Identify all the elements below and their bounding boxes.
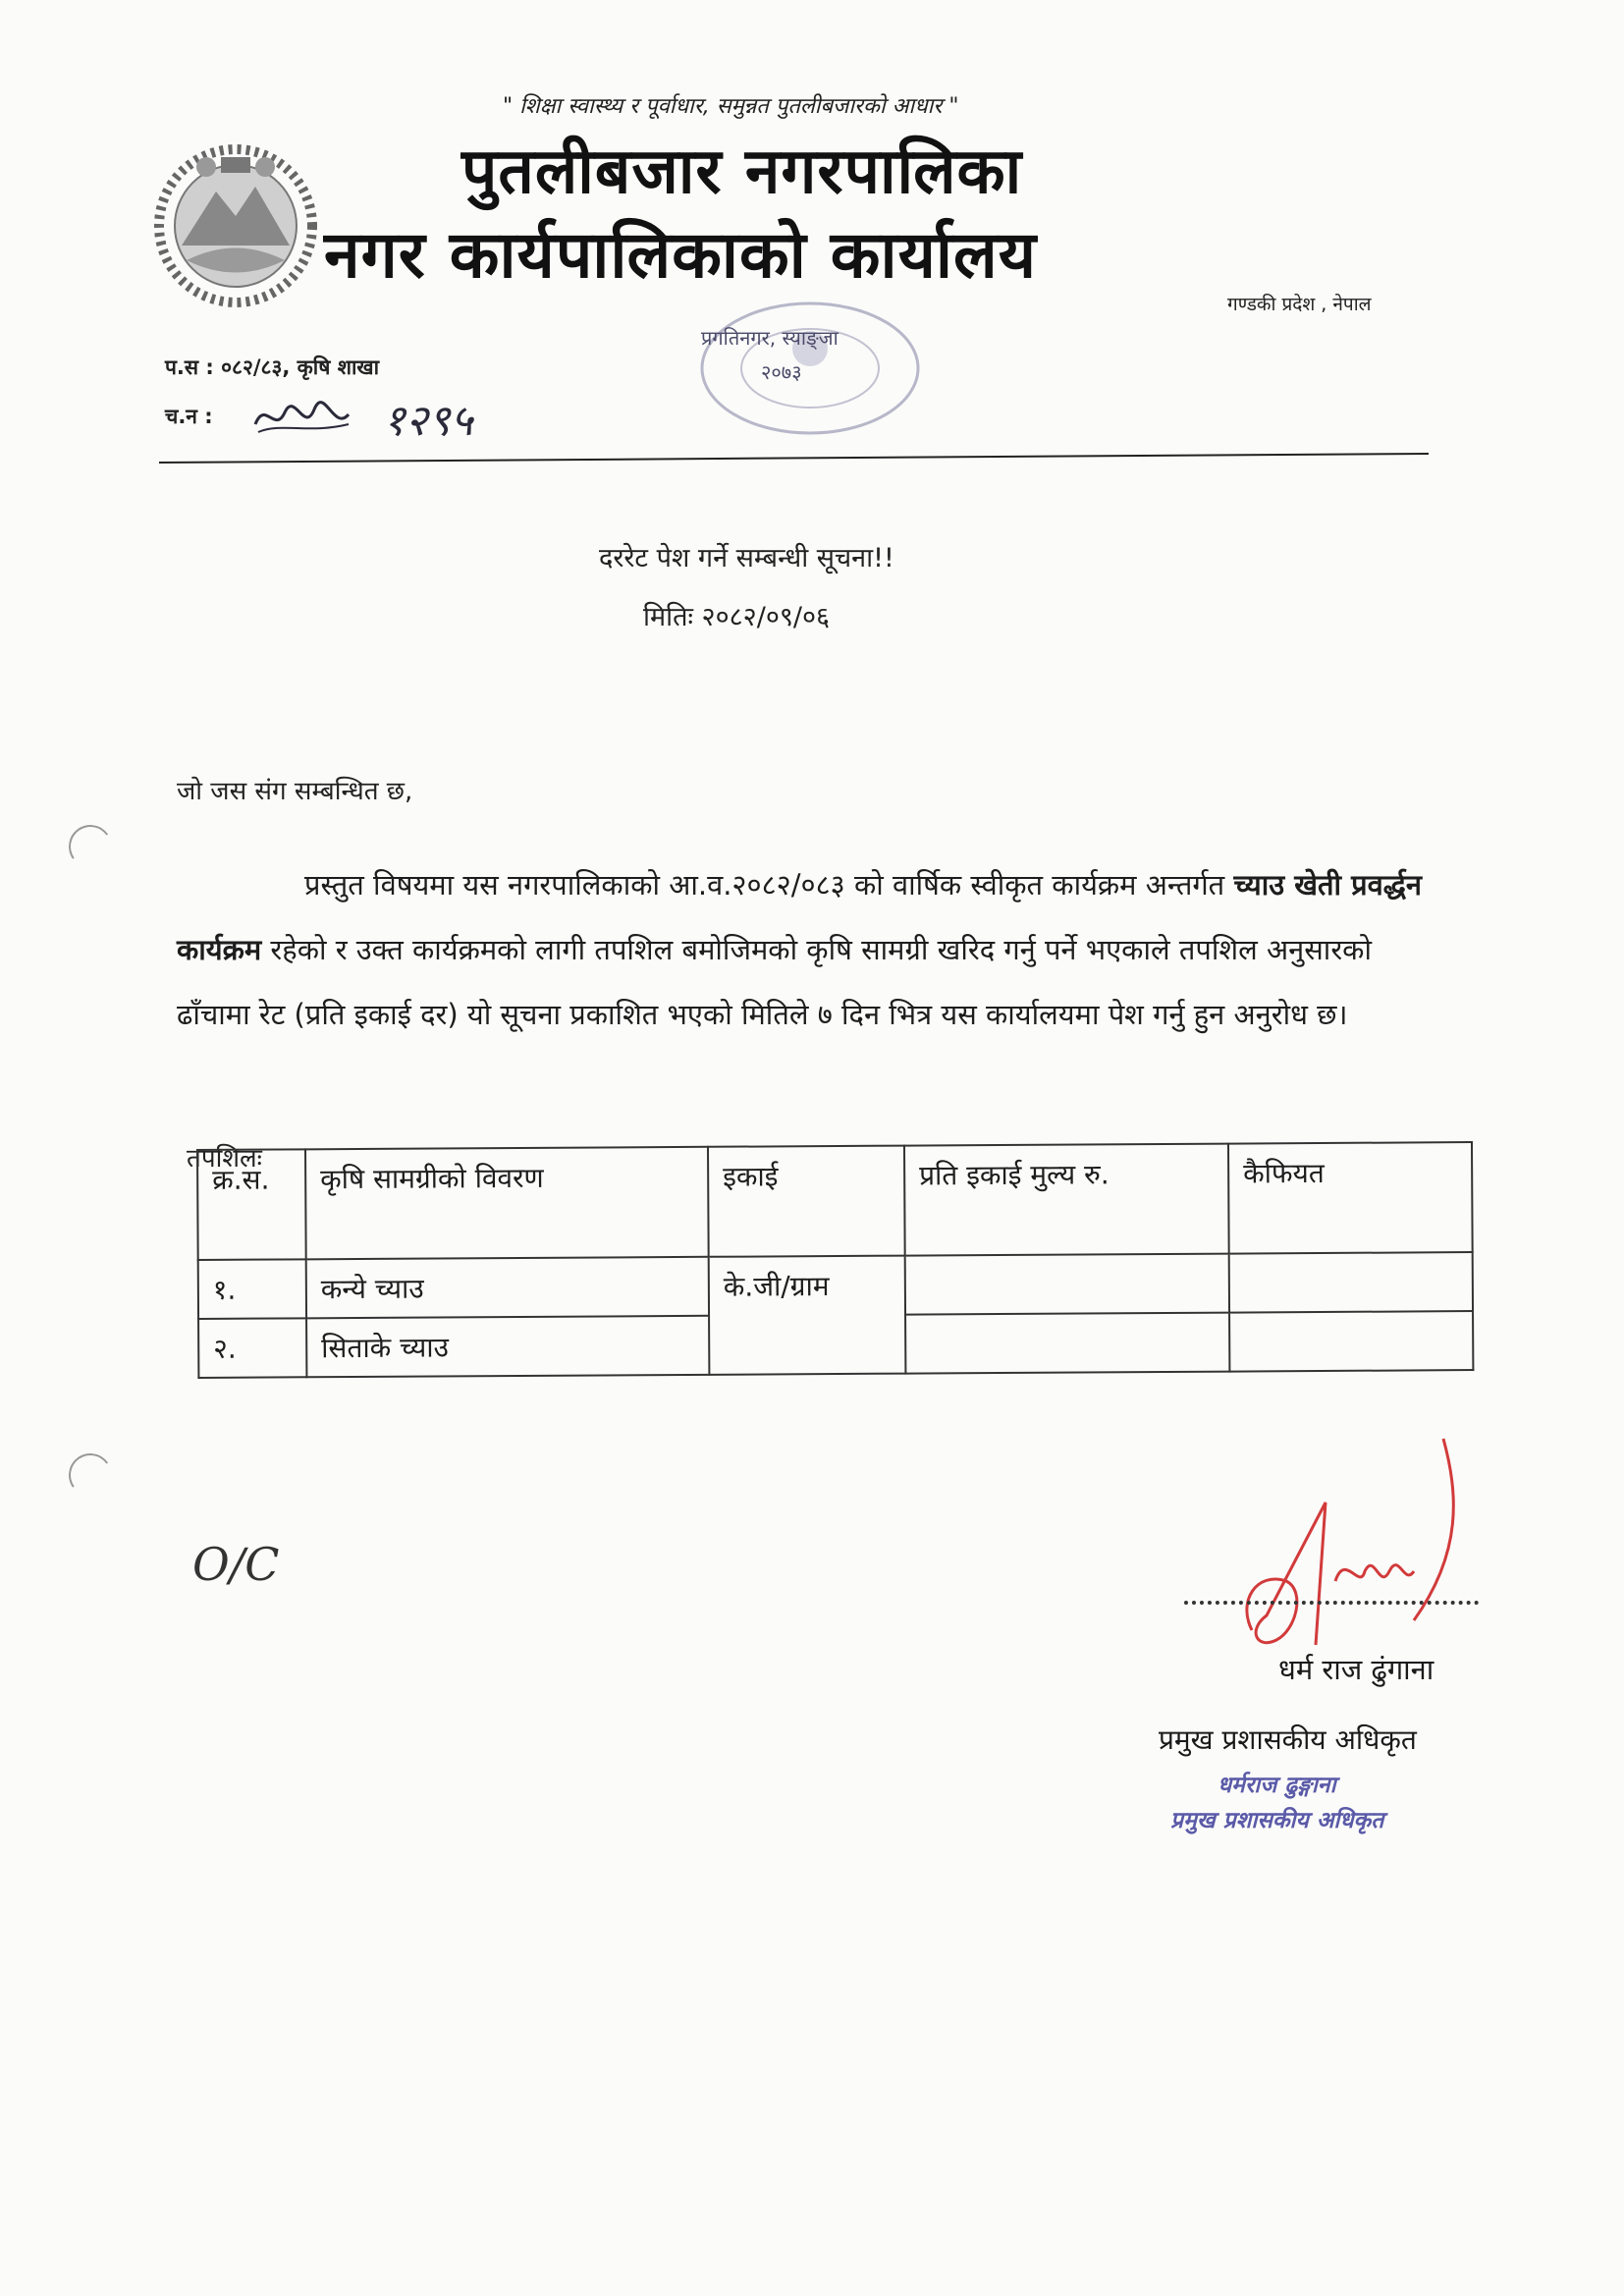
signatory-name: धर्म राज ढुंगाना: [1278, 1653, 1435, 1686]
signature-line: [1184, 1601, 1479, 1605]
designation-stamp: प्रमुख प्रशासकीय अधिकृत: [1170, 1808, 1384, 1833]
name-stamp: धर्मराज ढुङ्गाना: [1218, 1773, 1336, 1798]
table-header-row: [197, 1142, 1473, 1260]
punch-hole-mark: [66, 822, 116, 872]
row-sn: १.: [198, 1259, 306, 1319]
body-text-start: प्रस्तुत विषयमा यस नगरपालिकाको आ.व.२०८२/०८३ को वार्षिक स्वीकृत कार्यक्रम अन्तर्गत: [304, 868, 1234, 902]
nepal-emblem-icon: [147, 137, 324, 314]
row-remarks-blank: [1229, 1311, 1473, 1372]
notice-title: दररेट पेश गर्ने सम्बन्धी सूचना!!: [599, 543, 894, 574]
stamp-year: २०७३: [761, 360, 802, 384]
handwritten-oc: O/C: [192, 1538, 280, 1591]
row-unit: के.जी/ग्राम: [709, 1256, 906, 1375]
row-remarks-blank: [1229, 1252, 1473, 1313]
row-sn: २.: [198, 1318, 306, 1378]
row-item: सिताके च्याउ: [306, 1316, 709, 1378]
header-divider: [159, 453, 1429, 464]
province-label: गण्डकी प्रदेश , नेपाल: [1227, 294, 1372, 315]
row-item: कन्ये च्याउ: [306, 1257, 709, 1319]
notice-date: मितिः २०८२/०९/०६: [643, 602, 831, 632]
row-rate-blank: [905, 1313, 1229, 1374]
col-header-rate: प्रति इकाई मुल्य रु.: [904, 1144, 1229, 1256]
col-header-item: कृषि सामग्रीको विवरण: [305, 1147, 709, 1260]
col-header-sn: क्र.स.: [197, 1149, 306, 1260]
office-name: नगर कार्यपालिकाको कार्यालय: [324, 217, 1037, 293]
col-header-remarks: कैफियत: [1228, 1142, 1473, 1254]
notice-body: [177, 852, 1453, 1047]
stamp-place: प्रगतिनगर, स्याङ्जा: [701, 326, 839, 350]
table-row: [198, 1252, 1473, 1319]
scribble-mark-icon: [250, 395, 358, 440]
program-name: च्याउ खेती प्रवर्द्धन कार्यक्रम: [177, 868, 1422, 966]
row-rate-blank: [905, 1254, 1229, 1315]
materials-table: [196, 1141, 1474, 1379]
municipality-motto: " शिक्षा स्वास्थ्य र पूर्वाधार, समुन्नत पुतलीबजारको आधार ": [503, 94, 959, 119]
signatory-designation: प्रमुख प्रशासकीय अधिकृत: [1159, 1723, 1417, 1756]
salutation: जो जस संग सम्बन्धित छ,: [177, 777, 413, 806]
letter-number: प.स : ०८२/८३, कृषि शाखा: [165, 355, 380, 379]
details-label: तपशिलः: [187, 1144, 262, 1174]
punch-hole-mark: [66, 1450, 116, 1501]
dispatch-label: च.न :: [165, 405, 213, 428]
office-stamp-icon: [687, 295, 933, 442]
body-text-end: रहेको र उक्त कार्यक्रमको लागी तपशिल बमोजिमको कृषि सामग्री खरिद गर्नु पर्ने भएकाले तपशिल अनुसारको ढाँचामा रेट (प्रति इकाई दर) यो सूचना प्रकाशित भएको मितिले ७ दिन भित्र यस कार्यालयमा पेश गर्नु हुन अनुरोध छ।: [177, 933, 1372, 1031]
municipality-name: पुतलीबजार नगरपालिका: [461, 136, 1023, 208]
dispatch-number: १२९५: [383, 396, 473, 446]
col-header-unit: इकाई: [708, 1146, 905, 1257]
